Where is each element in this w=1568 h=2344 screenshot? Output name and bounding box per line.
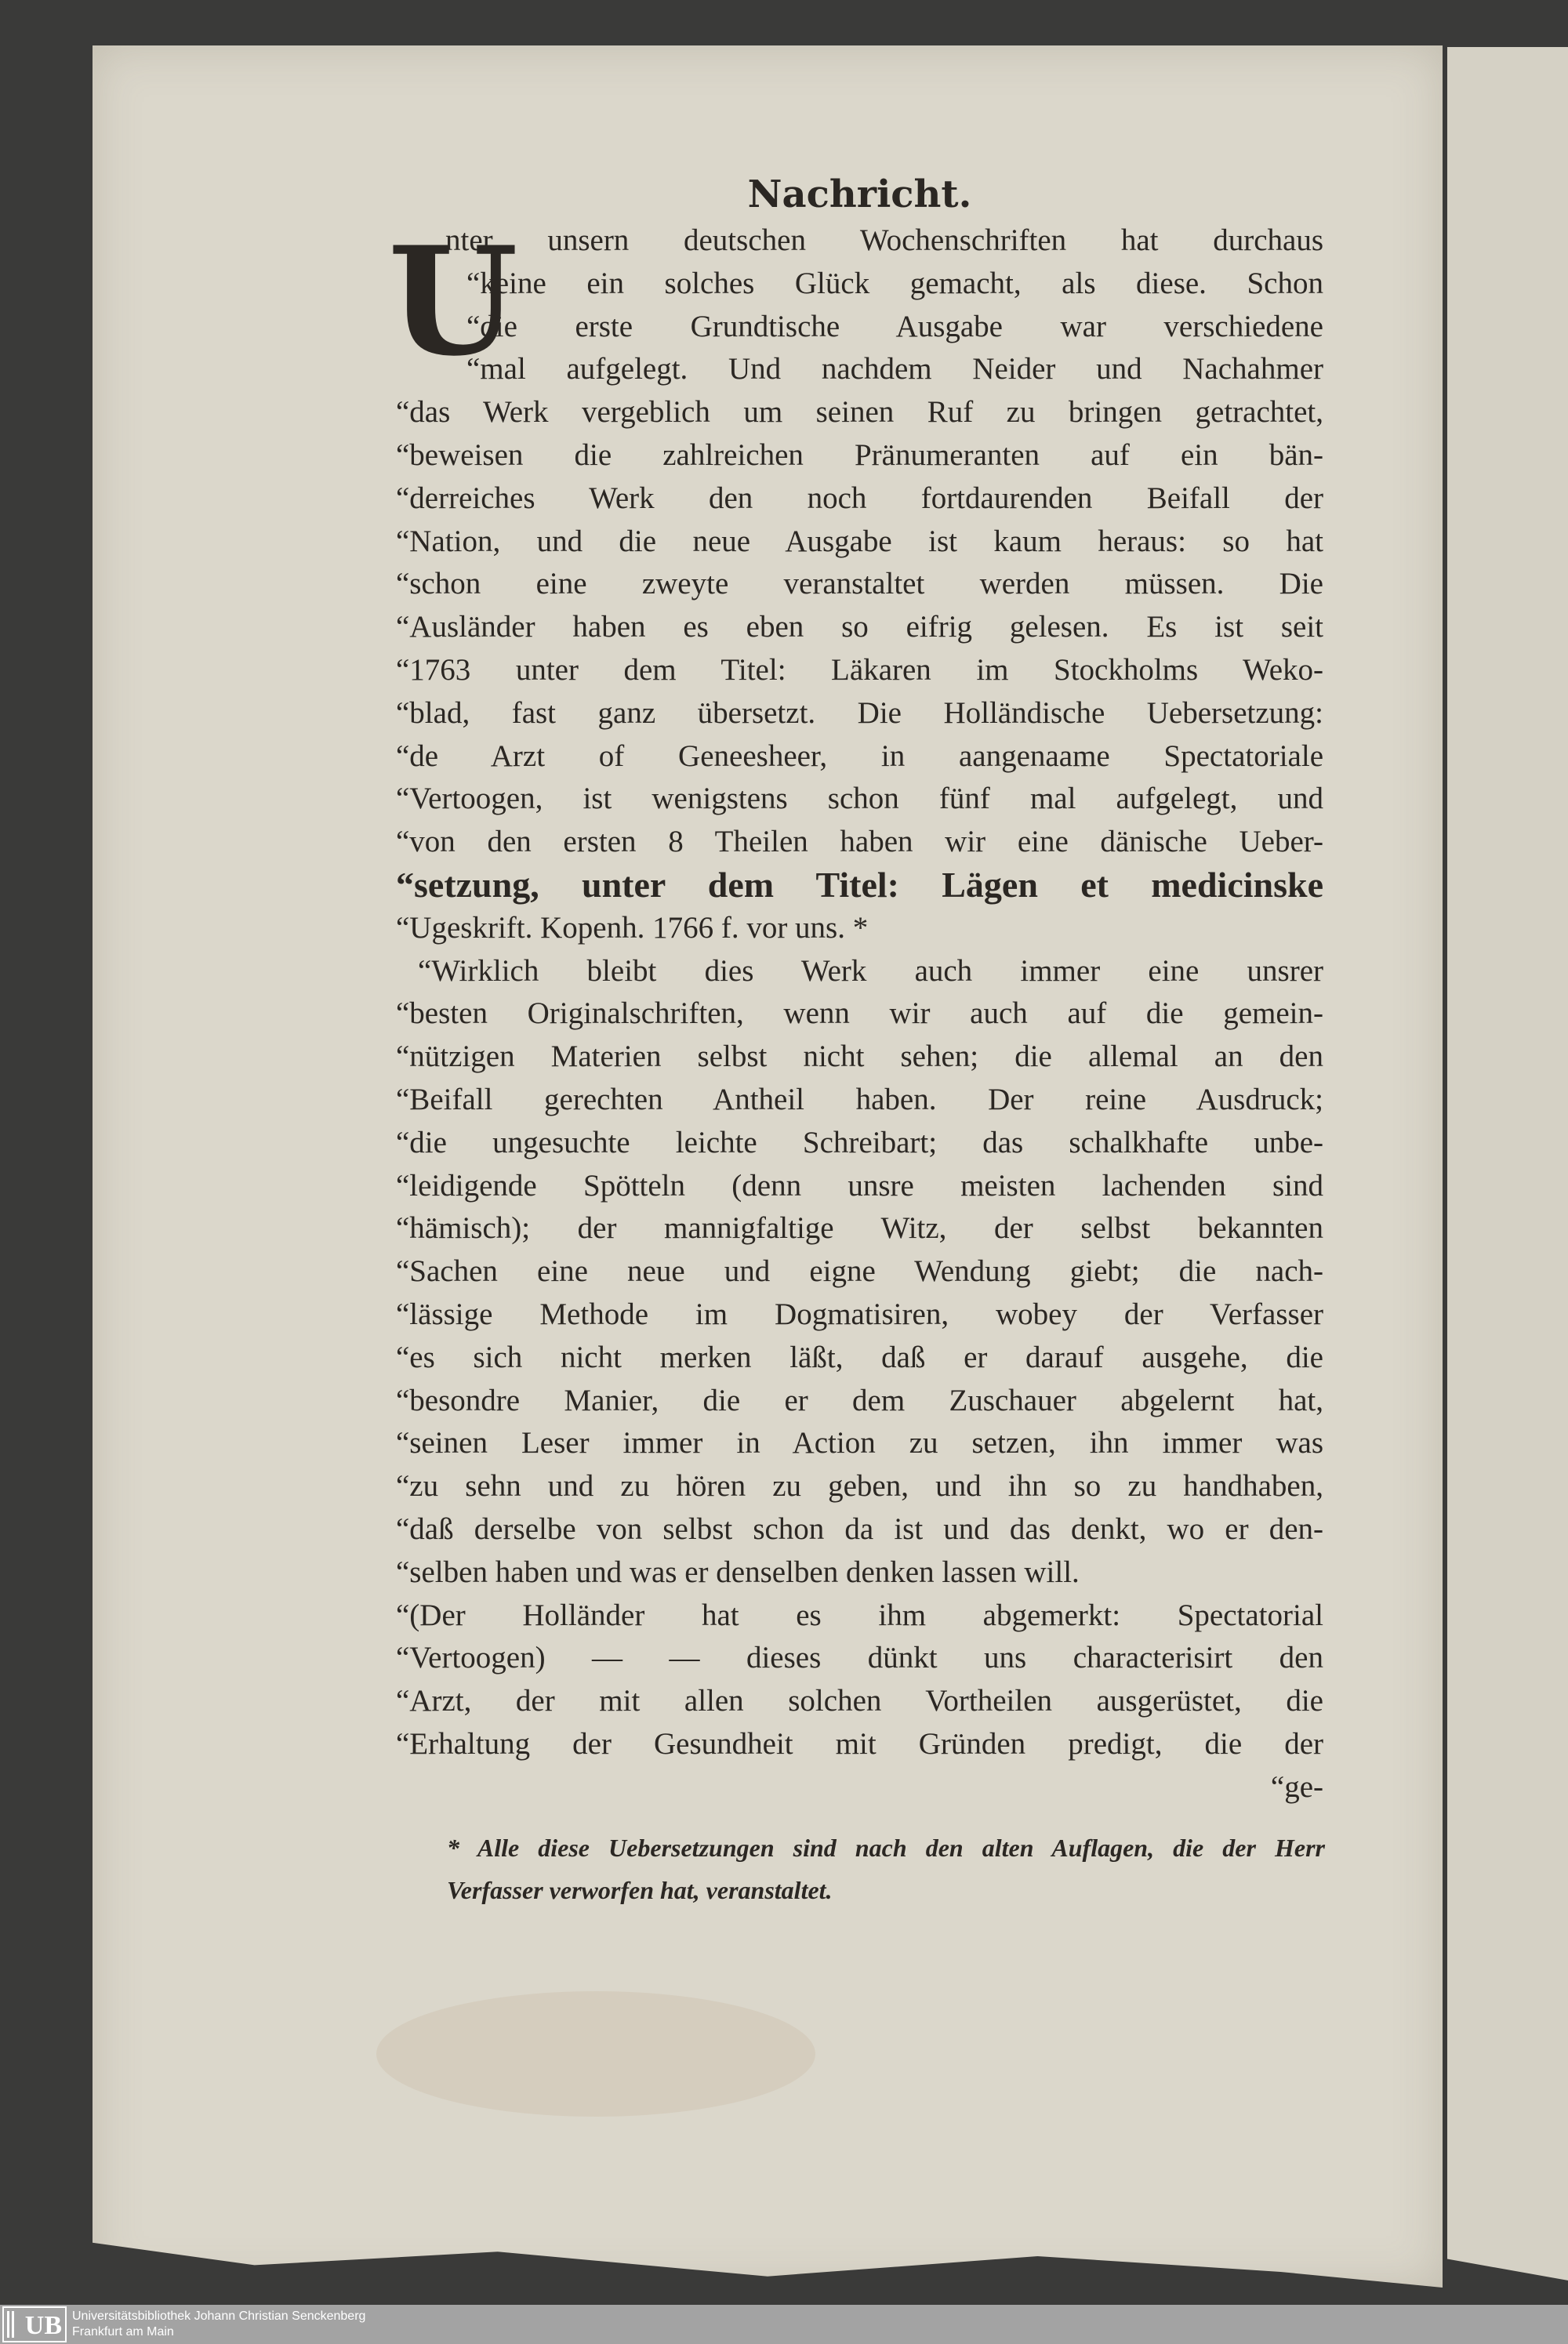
text-line: “es sich nicht merken läßt, daß er darauf ausgehe, die: [396, 1340, 1323, 1374]
text-line: “daß derselbe von selbst schon da ist und das denkt, wo er den-: [396, 1511, 1323, 1546]
text-line: “Wirklich bleibt dies Werk auch immer eine unsrer: [418, 953, 1323, 988]
text-line: “Arzt, der mit allen solchen Vortheilen ausgerüstet, die: [396, 1684, 1323, 1718]
text-line: “nützigen Materien selbst nicht sehen; die allemal an den: [396, 1040, 1323, 1074]
paper-stain: [376, 1991, 815, 2117]
document-title: Nachricht.: [747, 172, 972, 216]
text-line: “schon eine zweyte veranstaltet werden müssen. Die: [396, 567, 1323, 601]
text-line: “Sachen eine neue und eigne Wendung giebt; die nach-: [396, 1254, 1323, 1289]
drop-cap: U: [388, 214, 518, 389]
text-line: “selben haben und was er denselben denken lassen will.: [396, 1555, 1080, 1589]
text-line: “Ugeskrift. Kopenh. 1766 f. vor uns. *: [396, 910, 869, 945]
text-line: “Vertoogen) — — dieses dünkt uns characterisirt den: [396, 1641, 1323, 1675]
text-line: “blad, fast ganz übersetzt. Die Holländische Uebersetzung:: [396, 695, 1323, 730]
text-line: “hämisch); der mannigfaltige Witz, der selbst bekannten: [396, 1211, 1323, 1246]
text-line: “seinen Leser immer in Action zu setzen, ihn immer was: [396, 1426, 1323, 1460]
text-line: “besten Originalschriften, wenn wir auch auf die gemein-: [396, 996, 1323, 1031]
text-line: “(Der Holländer hat es ihm abgemerkt: Spectatorial: [396, 1598, 1323, 1632]
text-line: “beweisen die zahlreichen Pränumeranten auf ein bän-: [396, 437, 1323, 472]
text-line: “Nation, und die neue Ausgabe ist kaum heraus: so hat: [396, 524, 1323, 558]
text-line: “lässige Methode im Dogmatisiren, wobey der Verfasser: [396, 1297, 1323, 1331]
text-line: “von den ersten 8 Theilen haben wir eine dänische Ueber-: [396, 825, 1323, 859]
text-line: “das Werk vergeblich um seinen Ruf zu bringen getrachtet,: [396, 395, 1323, 430]
text-line: “zu sehn und zu hören zu geben, und ihn so zu handhaben,: [396, 1469, 1323, 1504]
text-line: “Beifall gerechten Antheil haben. Der reine Ausdruck;: [396, 1082, 1323, 1116]
institution-location: Frankfurt am Main: [72, 2325, 174, 2339]
library-logo: UB: [2, 2306, 67, 2342]
text-line: “die ungesuchte leichte Schreibart; das schalkhafte unbe-: [396, 1125, 1323, 1159]
text-lines: [396, 220, 1323, 1809]
text-line: “Vertoogen, ist wenigstens schon fünf mal aufgelegt, und: [396, 782, 1323, 816]
text-line: “besondre Manier, die er dem Zuschauer abgelernt hat,: [396, 1383, 1323, 1417]
institution-name: Universitätsbibliothek Johann Christian Senckenberg: [72, 2310, 366, 2323]
text-line: “keine ein solches Glück gemacht, als diese. Schon: [466, 266, 1323, 300]
text-line: “setzung, unter dem Titel: Lägen et medicinske: [396, 864, 1323, 905]
text-line: nter unsern deutschen Wochenschriften hat durchaus: [445, 223, 1323, 257]
text-line: “derreiches Werk den noch fortdaurenden Beifall der: [396, 481, 1323, 515]
footnote: [447, 1827, 1325, 1911]
text-line: “1763 unter dem Titel: Läkaren im Stockholms Weko-: [396, 652, 1323, 687]
document-body: [388, 172, 1323, 1809]
footnote-line: * Alle diese Uebersetzungen sind nach den alten Auflagen, die der Herr: [447, 1834, 1325, 1862]
text-line: “Erhaltung der Gesundheit mit Gründen predigt, die der: [396, 1726, 1323, 1761]
adjacent-page-edge: [1447, 47, 1568, 2281]
text-line: “mal aufgelegt. Und nachdem Neider und Nachahmer: [466, 352, 1323, 386]
text-line: “Ausländer haben es eben so eifrig gelesen. Es ist seit: [396, 610, 1323, 644]
text-line: “ge-: [1270, 1769, 1323, 1804]
text-line: “die erste Grundtische Ausgabe war verschiedene: [466, 309, 1323, 343]
text-line: “de Arzt of Geneesheer, in aangenaame Spectatoriale: [396, 738, 1323, 773]
footnote-line: Verfasser verworfen hat, veranstaltet.: [447, 1876, 833, 1904]
text-line: “leidigende Spötteln (denn unsre meisten lachenden sind: [396, 1168, 1323, 1203]
library-footer-bar: [0, 2305, 1568, 2344]
